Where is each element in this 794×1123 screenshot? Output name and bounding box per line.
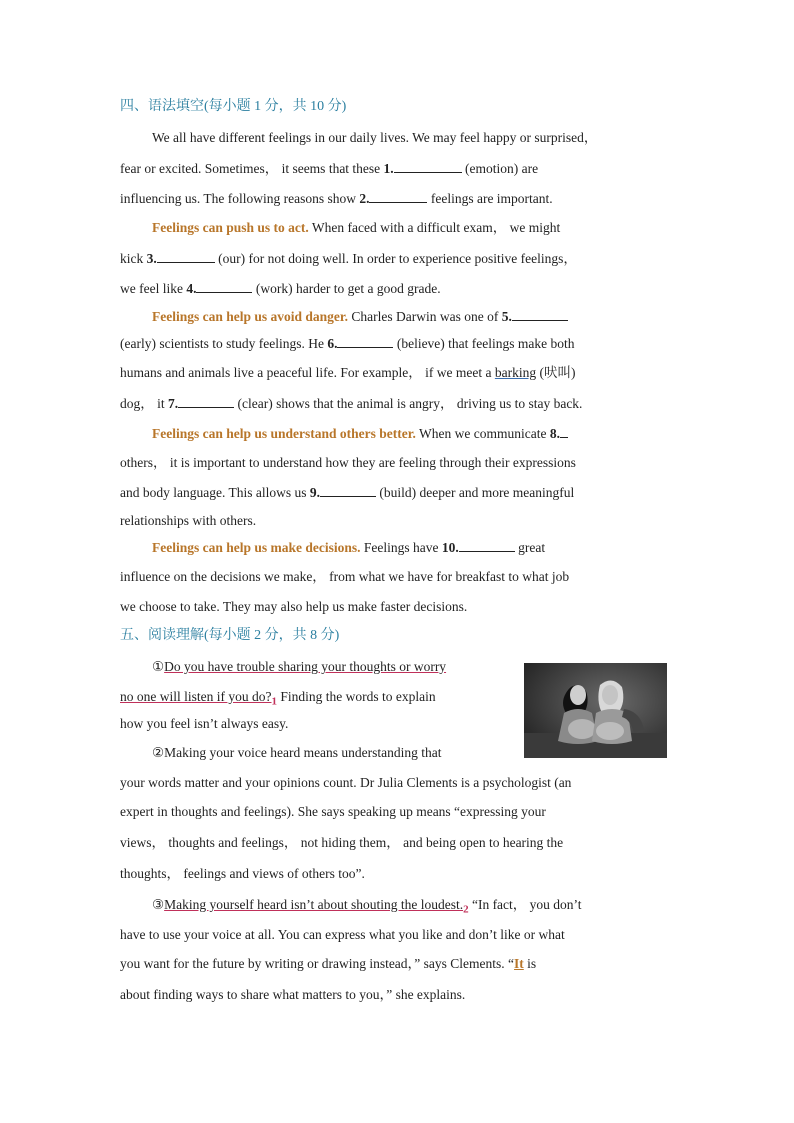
text: kick — [120, 251, 147, 266]
text: and body language. This allows us — [120, 485, 310, 500]
text: (clear) shows that the animal is angry， driving us to stay back. — [234, 396, 583, 411]
subheading: Feelings can help us avoid danger. — [152, 309, 349, 324]
subheading: Feelings can push us to act. — [152, 220, 309, 235]
text: dog， it — [120, 396, 169, 411]
paragraph-line: views， thoughts and feelings， not hiding them， and being open to hearing the — [120, 835, 564, 850]
paragraph-line — [152, 896, 582, 919]
paragraph-line — [152, 658, 446, 676]
answer-blank[interactable] — [320, 484, 376, 497]
paragraph-line: have to use your voice at all. You can express what you like and don’t like or what — [120, 927, 565, 942]
paragraph-line: expert in thoughts and feelings). She says speaking up means “expressing your — [120, 804, 546, 819]
paragraph-line — [120, 395, 582, 413]
text: Making your voice heard means understanding that — [164, 745, 442, 760]
answer-blank[interactable] — [560, 425, 568, 438]
paragraph-line — [152, 744, 442, 762]
paragraph-line: your words matter and your opinions count. Dr Julia Clements is a psychologist (an — [120, 775, 572, 790]
paragraph-line — [120, 335, 575, 353]
photo-two-girls — [524, 663, 667, 758]
answer-blank[interactable] — [512, 308, 568, 321]
blank-number: 2. — [359, 191, 370, 206]
blank-number: 3. — [146, 251, 157, 266]
text: (emotion) are — [461, 161, 539, 176]
blank-number: 1. — [383, 161, 394, 176]
sentence-marker: 1 — [271, 695, 277, 708]
text: (early) scientists to study feelings. He — [120, 336, 328, 351]
sentence-marker: 2 — [463, 903, 469, 916]
paragraph-line — [152, 539, 545, 557]
text: When faced with a difficult exam， we might — [308, 220, 561, 235]
section-heading-grammar: 四、语法填空(每小题 1 分，共 10 分) — [120, 99, 347, 114]
answer-blank[interactable] — [369, 190, 427, 203]
paragraph-line — [152, 308, 568, 326]
paragraph-line: how you feel isn’t always easy. — [120, 716, 289, 731]
text: (believe) that feelings make both — [393, 336, 575, 351]
text: great — [514, 540, 546, 555]
highlighted-word: It — [514, 956, 524, 971]
answer-blank[interactable] — [157, 250, 215, 263]
blank-number: 7. — [168, 396, 179, 411]
blank-number: 4. — [186, 281, 197, 296]
blank-number: 9. — [309, 485, 320, 500]
text: (吠叫) — [536, 365, 576, 380]
circled-number: ② — [152, 745, 165, 760]
underlined-sentence: Making yourself heard isn’t about shouting the loudest. — [164, 897, 464, 912]
blank-number: 5. — [501, 309, 512, 324]
paragraph-line — [120, 160, 538, 178]
answer-blank[interactable] — [394, 160, 462, 173]
answer-blank[interactable] — [459, 539, 515, 552]
paragraph-line — [120, 280, 441, 298]
text: Charles Darwin was one of — [348, 309, 502, 324]
paragraph-line — [120, 484, 574, 502]
paragraph-line — [120, 250, 577, 268]
paragraph-line — [152, 425, 568, 443]
text: you want for the future by writing or drawing instead，” says Clements. “ — [120, 956, 515, 971]
text: humans and animals live a peaceful life. For example， if we meet a — [120, 365, 495, 380]
underlined-sentence: Do you have trouble sharing your thoughts or worry — [164, 659, 447, 674]
text: (work) harder to get a good grade. — [252, 281, 441, 296]
paragraph-line: We all have different feelings in our daily lives. We may feel happy or surprised， — [152, 130, 598, 145]
vocab-word: barking — [494, 365, 537, 380]
paragraph-line: about finding ways to share what matters to you，” she explains. — [120, 987, 466, 1002]
paragraph-line — [120, 364, 576, 382]
paragraph-line: others， it is important to understand how they are feeling through their expressions — [120, 455, 576, 470]
paragraph-line — [120, 955, 536, 973]
text: When we communicate — [415, 426, 550, 441]
answer-blank[interactable] — [337, 335, 393, 348]
blank-number: 10. — [441, 540, 459, 555]
subheading: Feelings can help us make decisions. — [152, 540, 361, 555]
text: “In fact， you don’t — [468, 897, 582, 912]
circled-number: ① — [152, 659, 165, 674]
paragraph-line: we choose to take. They may also help us make faster decisions. — [120, 599, 468, 614]
paragraph-line — [152, 219, 560, 237]
text: influencing us. The following reasons show — [120, 191, 360, 206]
answer-blank[interactable] — [196, 280, 252, 293]
circled-number: ③ — [152, 897, 165, 912]
paragraph-line: influence on the decisions we make， from what we have for breakfast to what job — [120, 569, 570, 584]
underlined-sentence: no one will listen if you do? — [120, 689, 272, 704]
text: we feel like — [120, 281, 187, 296]
paragraph-line: thoughts， feelings and views of others too”. — [120, 866, 365, 881]
text: fear or excited. Sometimes， it seems that these — [120, 161, 384, 176]
text: Feelings have — [360, 540, 442, 555]
text: is — [523, 956, 537, 971]
paragraph-line: relationships with others. — [120, 513, 257, 528]
paragraph-line — [120, 190, 553, 208]
blank-number: 6. — [327, 336, 338, 351]
section-heading-reading: 五、阅读理解(每小题 2 分，共 8 分) — [120, 628, 340, 643]
blank-number: 8. — [549, 426, 560, 441]
text: (our) for not doing well. In order to experience positive feelings， — [214, 251, 577, 266]
text: feelings are important. — [427, 191, 553, 206]
subheading: Feelings can help us understand others better. — [152, 426, 416, 441]
photo-illustration — [524, 663, 667, 758]
text: Finding the words to explain — [276, 689, 436, 704]
answer-blank[interactable] — [178, 395, 234, 408]
paragraph-line — [120, 688, 436, 711]
text: (build) deeper and more meaningful — [375, 485, 575, 500]
